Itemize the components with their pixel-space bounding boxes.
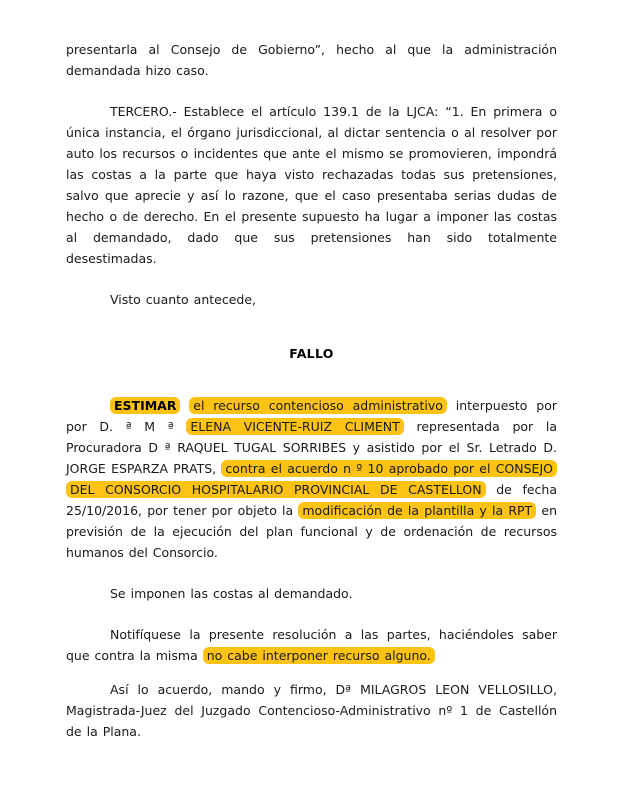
- text-run: interpuesto por por D. ª M ª: [66, 398, 557, 434]
- text-run: representada por la Procuradora D ª RAQUEL TUGAL SORRIBES y asistido por el Sr. Letrado D. JORGE ESPARZA PRATS,: [66, 419, 558, 476]
- text-run: presentarla al Consejo de Gobierno”, hecho al que la administración demandada hizo caso.: [66, 42, 557, 78]
- paragraph: [66, 289, 557, 310]
- paragraph: [66, 624, 557, 666]
- text-run: FALLO: [289, 346, 334, 361]
- paragraph: [66, 39, 557, 81]
- paragraph: [66, 679, 557, 742]
- paragraph: [66, 395, 557, 563]
- highlighted-text: el recurso contencioso administrativo: [189, 397, 447, 414]
- paragraph: [66, 583, 557, 604]
- highlighted-text: no cabe interponer recurso alguno.: [203, 647, 435, 664]
- text-run: Así lo acuerdo, mando y firmo, Dª MILAGROS LEON VELLOSILLO, Magistrada-Juez del Juzgado Contencioso-Administrativo nº 1 de Castellón de la Plana.: [66, 682, 557, 739]
- document-body: [66, 39, 557, 742]
- text-run: Visto cuanto antecede,: [110, 292, 257, 307]
- text-run: de fecha 25/10/2016, por tener por objeto la: [66, 482, 557, 518]
- text-run: Notifíquese la presente resolución a las partes, haciéndoles saber que contra la misma: [66, 627, 557, 663]
- highlighted-text: ESTIMAR: [110, 397, 180, 414]
- text-run: Se imponen las costas al demandado.: [110, 586, 353, 601]
- text-run: TERCERO.- Establece el artículo 139.1 de la LJCA: “1. En primera o única instancia, el órgano jurisdiccional, al dictar sentencia o al resolver por auto los recursos o incidentes que ante el mismo se promovieren, impondrá las costas a la parte que haya visto rechazadas todas sus pretensiones, salvo que aprecie y así lo razone, que el caso presentaba serias dudas de hecho o de derecho. En el presente supuesto ha lugar a imponer las costas al demandado, dado que sus pretensiones han sido totalmente desestimadas.: [66, 104, 557, 266]
- paragraph: [66, 101, 557, 269]
- highlighted-text: ELENA VICENTE-RUIZ CLIMENT: [186, 418, 403, 435]
- highlighted-text: contra el acuerdo n º 10 aprobado por el CONSEJO DEL CONSORCIO HOSPITALARIO PROVINCIAL DE CASTELLON: [66, 460, 557, 498]
- highlighted-text: modificación de la plantilla y la RPT: [298, 502, 536, 519]
- text-run: [180, 398, 189, 413]
- section-heading: [66, 343, 557, 364]
- text-run: en previsión de la ejecución del plan funcional y de ordenación de recursos humanos del Consorcio.: [66, 503, 557, 560]
